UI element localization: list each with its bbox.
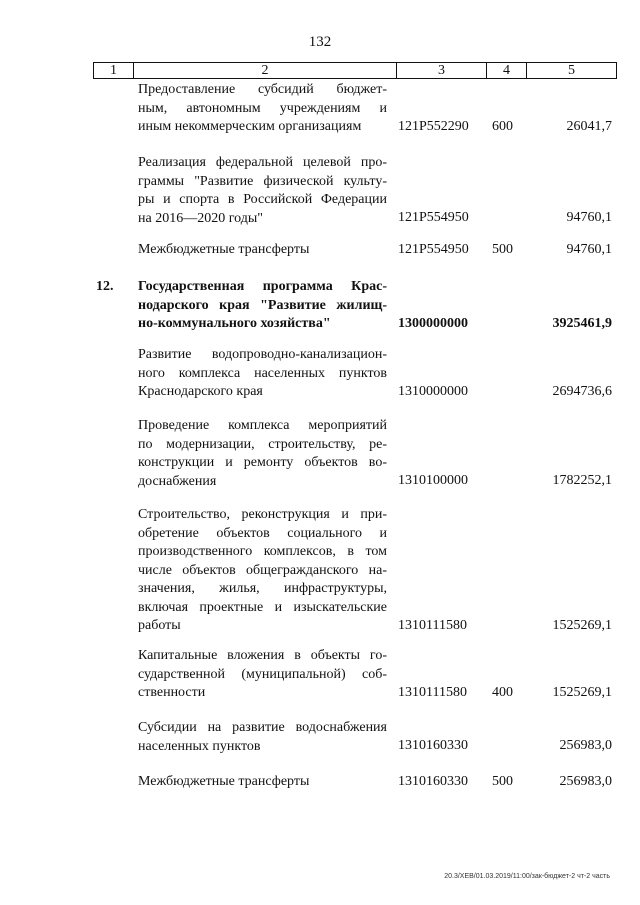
row-amount: 256983,0 <box>559 774 612 789</box>
row-code: 1310160330 <box>398 738 468 753</box>
description-line: Государственная программа Крас- <box>138 279 387 294</box>
description-line: конструкции и ремонту объектов во- <box>138 455 387 470</box>
description-line: Развитие водопроводно-канализацион- <box>138 347 387 362</box>
description-line: граммы "Развитие физической культу- <box>138 173 387 189</box>
row-type: 400 <box>492 685 513 700</box>
description-line: Межбюджетные трансферты <box>138 774 310 789</box>
row-amount: 2694736,6 <box>552 384 612 399</box>
description-line: иным некоммерческим организациям <box>138 119 362 134</box>
row-type: 600 <box>492 119 513 134</box>
row-code: 121Р552290 <box>398 119 469 134</box>
row-code: 121Р554950 <box>398 242 469 257</box>
row-type: 500 <box>492 774 513 789</box>
description-line: но-коммунального хозяйства" <box>138 316 331 331</box>
column-header-2: 2 <box>261 63 269 78</box>
description-line: обретение объектов социального и <box>138 525 387 541</box>
row-description <box>138 647 387 703</box>
row-code: 1300000000 <box>398 316 468 331</box>
row-amount: 1782252,1 <box>552 473 612 488</box>
description-line: нодарского края "Развитие жилищ- <box>138 297 387 313</box>
row-code: 1310111580 <box>398 685 467 700</box>
row-description <box>138 773 387 792</box>
description-line: ного комплекса населенных пунктов <box>138 365 387 381</box>
row-number: 12. <box>96 279 114 294</box>
row-description <box>138 346 387 402</box>
description-line: Субсидии на развитие водоснабжения <box>138 720 387 735</box>
description-line: Проведение комплекса мероприятий <box>138 418 387 433</box>
page-number: 132 <box>308 34 332 50</box>
row-amount: 1525269,1 <box>552 618 612 633</box>
row-code: 1310000000 <box>398 384 468 399</box>
row-amount: 1525269,1 <box>552 685 612 700</box>
row-description <box>138 81 387 137</box>
description-line: Капитальные вложения в объекты го- <box>138 648 387 663</box>
column-header-4: 4 <box>503 63 510 78</box>
description-line: Предоставление субсидий бюджет- <box>138 82 387 97</box>
row-description <box>138 506 387 636</box>
description-line: производственного комплексов, в том <box>138 544 387 559</box>
description-line: числе объектов общегражданского на- <box>138 562 387 578</box>
row-description <box>138 719 387 756</box>
description-line: ственности <box>138 685 206 700</box>
table-header <box>93 62 617 79</box>
column-header-1: 1 <box>110 63 117 78</box>
column-header-3: 3 <box>438 63 445 78</box>
description-line: Реализация федеральной целевой про- <box>138 155 387 170</box>
row-amount: 256983,0 <box>559 738 612 753</box>
description-line: значения, жилья, инфраструктуры, <box>138 581 387 596</box>
row-amount: 94760,1 <box>566 242 612 257</box>
description-line: сударственной (муниципальной) соб- <box>138 666 387 682</box>
row-amount: 94760,1 <box>566 210 612 225</box>
row-amount: 3925461,9 <box>552 316 612 331</box>
footer-code: 20.3/ХЕВ/01.03.2019/11:00/зак-бюджет-2 чт-2 часть <box>444 873 610 880</box>
description-line: доснабжения <box>138 473 217 489</box>
row-description <box>138 154 387 228</box>
description-line: Краснодарского края <box>138 384 263 399</box>
row-code: 1310100000 <box>398 473 468 488</box>
description-line: населенных пунктов <box>138 738 261 754</box>
description-line: Строительство, реконструкция и при- <box>138 507 387 522</box>
column-header-5: 5 <box>568 63 575 78</box>
row-description <box>138 241 387 260</box>
row-description <box>138 417 387 491</box>
description-line: включая проектные и изыскательские <box>138 599 387 615</box>
row-type: 500 <box>492 242 513 257</box>
row-description <box>138 278 387 334</box>
description-line: на 2016—2020 годы" <box>138 210 263 226</box>
description-line: по модернизации, строительству, ре- <box>138 436 387 452</box>
description-line: работы <box>138 618 181 633</box>
row-code: 1310111580 <box>398 618 467 633</box>
description-line: ры и спорта в Российской Федерации <box>138 192 387 207</box>
description-line: ным, автономным учреждениям и <box>138 100 387 116</box>
row-code: 1310160330 <box>398 774 468 789</box>
row-code: 121Р554950 <box>398 210 469 225</box>
row-amount: 26041,7 <box>566 119 612 134</box>
description-line: Межбюджетные трансферты <box>138 242 310 257</box>
